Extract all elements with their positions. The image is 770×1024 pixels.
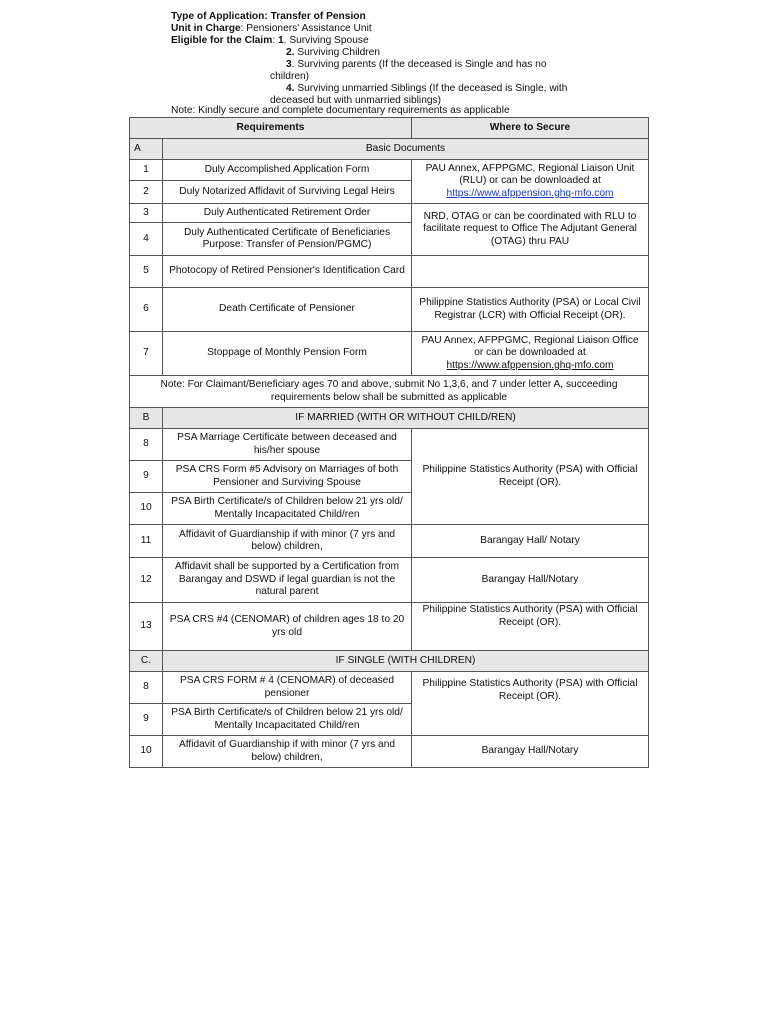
eligible-item-text: children)	[270, 71, 310, 82]
row-number: 2	[130, 181, 163, 204]
eligible-item	[171, 59, 601, 71]
eligible-item	[171, 47, 601, 59]
table-row	[130, 160, 649, 181]
table-header-row	[130, 118, 649, 139]
row-number: 9	[130, 461, 163, 493]
row-number: 5	[130, 256, 163, 288]
eligible-item-number: 4.	[286, 83, 295, 94]
requirement-cell: PSA Marriage Certificate between deceased and his/her spouse	[163, 429, 412, 461]
where-to-secure-cell: Philippine Statistics Authority (PSA) or Local Civil Registrar (LCR) with Official Receipt (OR).	[412, 288, 649, 332]
where-to-secure-cell	[412, 332, 649, 376]
requirement-cell: PSA CRS Form #5 Advisory on Marriages of both Pensioner and Surviving Spouse	[163, 461, 412, 493]
row-number: 8	[130, 429, 163, 461]
requirement-cell: PSA Birth Certificate/s of Children below 21 yrs old/ Mentally Incapacitated Child/ren	[163, 704, 412, 736]
where-to-secure-cell: NRD, OTAG or can be coordinated with RLU to facilitate request to Office The Adjutant General (OTAG) thru PAU	[412, 204, 649, 256]
table-row	[130, 332, 649, 376]
section-title: Basic Documents	[163, 139, 649, 160]
requirement-cell: PSA Birth Certificate/s of Children below 21 yrs old/ Mentally Incapacitated Child/ren	[163, 493, 412, 525]
eligible-item-text: Surviving Children	[294, 47, 380, 58]
eligible-separator: :	[272, 35, 278, 46]
requirements-table	[129, 117, 649, 768]
section-b-row	[130, 408, 649, 429]
note-row	[130, 376, 649, 408]
requirement-cell: PSA CRS FORM # 4 (CENOMAR) of deceased pensioner	[163, 672, 412, 704]
row-number: 12	[130, 558, 163, 603]
section-title: IF MARRIED (WITH OR WITHOUT CHILD/REN)	[163, 408, 649, 429]
requirement-cell: Death Certificate of Pensioner	[163, 288, 412, 332]
table-row	[130, 558, 649, 603]
where-to-secure-cell: Barangay Hall/Notary	[412, 558, 649, 603]
table-row	[130, 288, 649, 332]
requirement-cell: Affidavit of Guardianship if with minor (7 yrs and below) children,	[163, 736, 412, 768]
row-number: 6	[130, 288, 163, 332]
where-to-secure-cell	[412, 160, 649, 204]
row-number: 10	[130, 736, 163, 768]
documentary-note: Note: Kindly secure and complete documentary requirements as applicable	[171, 105, 510, 116]
table-row	[130, 603, 649, 651]
row-number: 4	[130, 223, 163, 256]
row-number: 7	[130, 332, 163, 376]
eligible-item-text: . Surviving parents (If the deceased is Single and has no	[291, 59, 547, 70]
requirement-cell: Duly Authenticated Retirement Order	[163, 204, 412, 223]
row-number: 9	[130, 704, 163, 736]
table-row	[130, 736, 649, 768]
table-row	[130, 525, 649, 558]
requirement-cell: Affidavit of Guardianship if with minor (7 yrs and below) children,	[163, 525, 412, 558]
row-number: 8	[130, 672, 163, 704]
afppension-link[interactable]: https://www.afppension.ghq-mfo.com	[446, 359, 614, 371]
section-title: IF SINGLE (WITH CHILDREN)	[163, 651, 649, 672]
eligible-item-number: 3	[286, 59, 292, 70]
where-to-secure-cell: Barangay Hall/Notary	[412, 736, 649, 768]
table-row	[130, 672, 649, 704]
requirement-cell: PSA CRS #4 (CENOMAR) of children ages 18 to 20 yrs old	[163, 603, 412, 651]
where-to-secure-column-header: Where to Secure	[412, 118, 649, 139]
where-to-secure-cell: Barangay Hall/ Notary	[412, 525, 649, 558]
eligible-item-text: . Surviving Spouse	[283, 35, 369, 46]
table-row	[130, 256, 649, 288]
requirements-column-header: Requirements	[130, 118, 412, 139]
eligible-item-number: 1	[278, 35, 284, 46]
eligible-label: Eligible for the Claim	[171, 35, 273, 46]
requirement-cell: Duly Accomplished Application Form	[163, 160, 412, 181]
requirement-cell: Stoppage of Monthly Pension Form	[163, 332, 412, 376]
where-to-secure-text: PAU Annex, AFPPGMC, Regional Liaison Office or can be downloaded at	[421, 334, 639, 359]
application-type-value: Transfer of Pension	[267, 11, 366, 22]
where-to-secure-cell	[412, 256, 649, 288]
requirement-cell: Duly Notarized Affidavit of Surviving Legal Heirs	[163, 181, 412, 204]
unit-in-charge-line	[171, 23, 601, 35]
eligible-line	[171, 35, 601, 47]
section-a-note: Note: For Claimant/Beneficiary ages 70 and above, submit No 1,3,6, and 7 under letter A, succeeding requirements below shall be submitted as applicable	[130, 376, 649, 408]
section-letter: C.	[130, 651, 163, 672]
eligible-item-text: Surviving unmarried Siblings (If the deceased is Single, with	[294, 83, 568, 94]
section-a-row	[130, 139, 649, 160]
row-number: 11	[130, 525, 163, 558]
requirement-cell: Duly Authenticated Certificate of Beneficiaries Purpose: Transfer of Pension/PGMC)	[163, 223, 412, 256]
unit-in-charge-value: : Pensioners' Assistance Unit	[240, 23, 372, 34]
requirement-cell: Photocopy of Retired Pensioner's Identification Card	[163, 256, 412, 288]
table-row	[130, 204, 649, 223]
row-number: 3	[130, 204, 163, 223]
where-to-secure-cell: Philippine Statistics Authority (PSA) with Official Receipt (OR).	[412, 429, 649, 525]
section-letter: A	[130, 139, 163, 160]
eligible-item-text: deceased but with unmarried siblings)	[270, 95, 442, 106]
row-number: 10	[130, 493, 163, 525]
afppension-link[interactable]: https://www.afppension.ghq-mfo.com	[446, 187, 614, 199]
application-header	[171, 11, 601, 107]
unit-in-charge-label: Unit in Charge	[171, 23, 241, 34]
eligible-item-number: 2.	[286, 47, 295, 58]
requirement-cell: Affidavit shall be supported by a Certification from Barangay and DSWD if legal guardian is not the natural parent	[163, 558, 412, 603]
section-c-row	[130, 651, 649, 672]
application-type-label: Type of Application:	[171, 11, 268, 22]
row-number: 13	[130, 603, 163, 651]
application-type-line	[171, 11, 601, 23]
section-letter: B	[130, 408, 163, 429]
eligible-item	[171, 83, 601, 95]
where-to-secure-cell: Philippine Statistics Authority (PSA) with Official Receipt (OR).	[412, 603, 649, 651]
row-number: 1	[130, 160, 163, 181]
eligible-item-continuation	[171, 71, 601, 83]
where-to-secure-cell: Philippine Statistics Authority (PSA) with Official Receipt (OR).	[412, 672, 649, 736]
where-to-secure-text: PAU Annex, AFPPGMC, Regional Liaison Unit (RLU) or can be downloaded at	[425, 162, 635, 187]
table-row	[130, 429, 649, 461]
